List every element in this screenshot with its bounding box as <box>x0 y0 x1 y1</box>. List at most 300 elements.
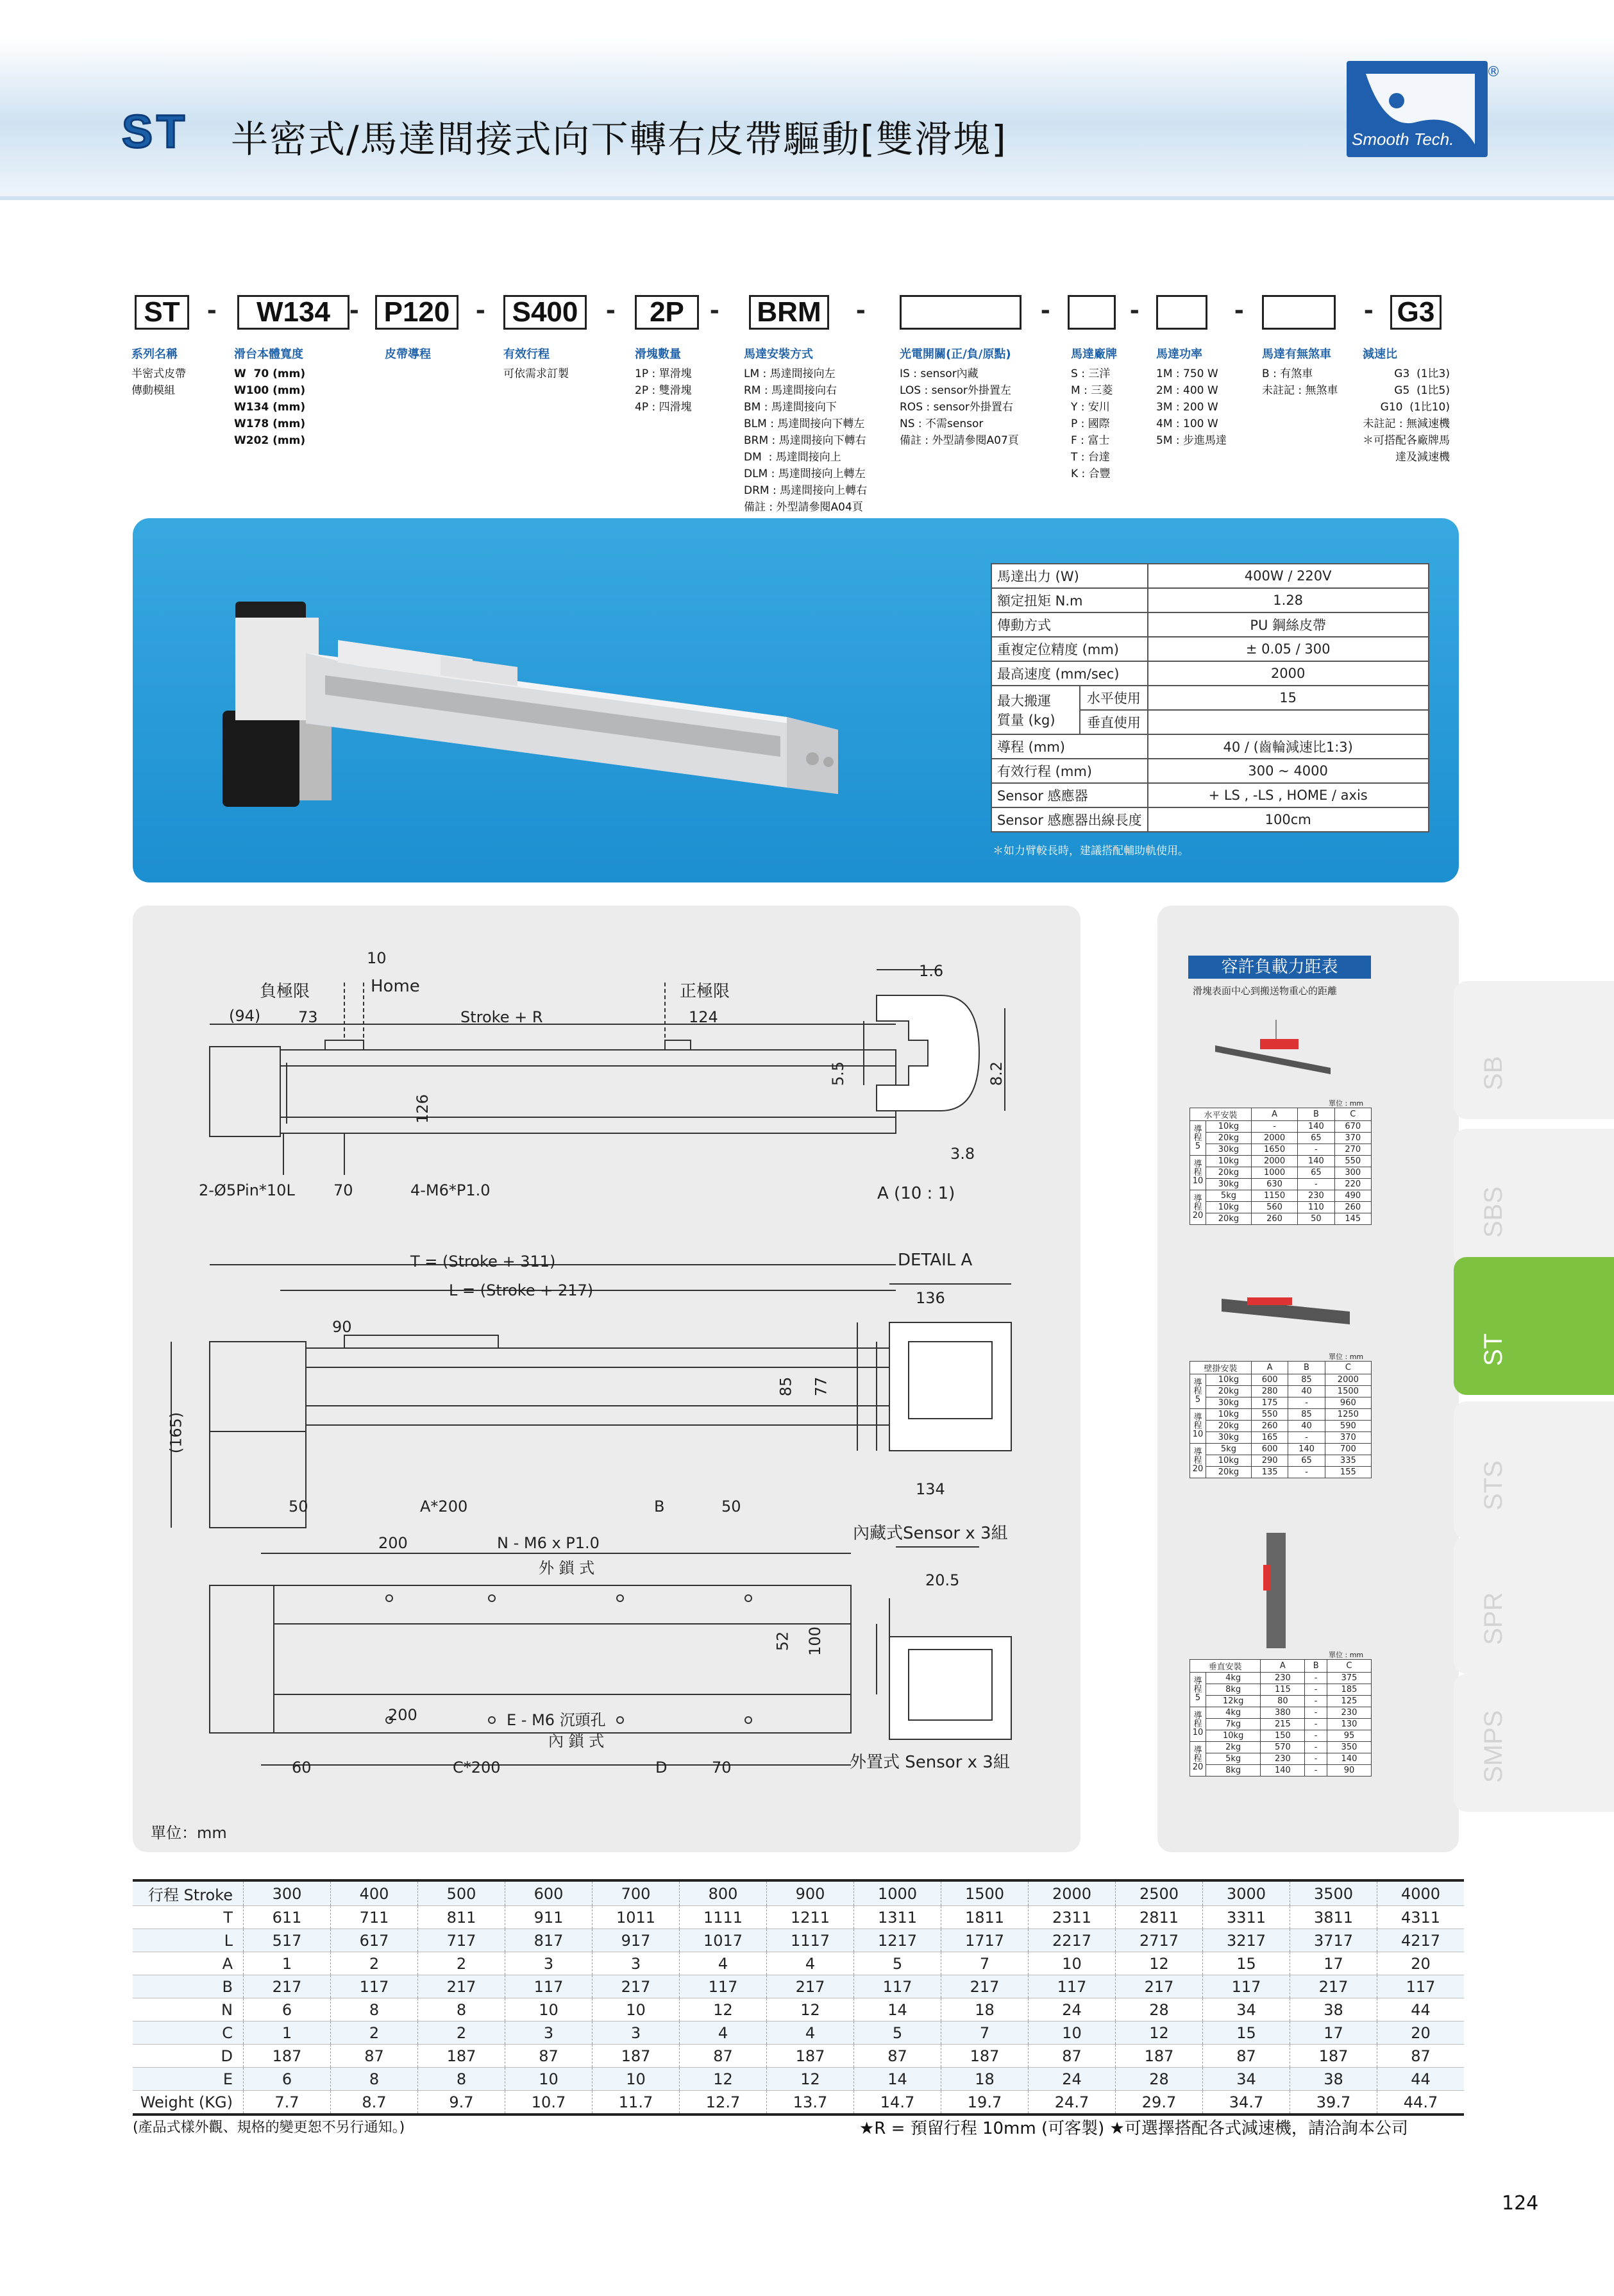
dim-a200: A*200 <box>420 1498 468 1515</box>
stroke-cell: 10 <box>593 1998 680 2022</box>
load-cell: 1150 <box>1251 1190 1297 1202</box>
model-code-column-head: 光電開關(正/負/原點) <box>900 348 1011 361</box>
model-code-dash: - <box>856 294 866 325</box>
stroke-cell: 3 <box>505 1952 593 1975</box>
spec-label: 有效行程 (mm) <box>991 759 1148 783</box>
stroke-cell: 700 <box>593 1880 680 1906</box>
stroke-cell: 217 <box>244 1975 331 1998</box>
load-lead: 導 程 5 <box>1190 1673 1206 1707</box>
stroke-cell: 600 <box>505 1880 593 1906</box>
stroke-cell: 3 <box>593 2022 680 2045</box>
spec-value: 40 / (齒輪減速比1:3) <box>1148 734 1429 759</box>
load-cell: - <box>1288 1467 1325 1478</box>
neg-limit-label: 負極限 <box>260 982 310 1001</box>
stroke-row <box>133 1975 1464 1998</box>
load-cell: 220 <box>1334 1179 1371 1190</box>
stroke-cell: 817 <box>505 1929 593 1952</box>
model-code-segment: ST <box>135 295 189 330</box>
load-cell: 375 <box>1327 1673 1371 1684</box>
model-code-segment <box>1156 295 1207 330</box>
dim-60: 60 <box>292 1759 312 1777</box>
stroke-table <box>133 1879 1464 2116</box>
load-cell: 260 <box>1251 1421 1288 1432</box>
side-tab-smps[interactable] <box>1454 1674 1614 1812</box>
load-table-title: 容許負載力距表 <box>1188 956 1371 979</box>
load-cell: 230 <box>1298 1190 1334 1202</box>
stroke-cell: 217 <box>593 1975 680 1998</box>
load-cell: - <box>1298 1179 1334 1190</box>
stroke-cell: 617 <box>331 1929 418 1952</box>
load-row <box>1190 1167 1372 1179</box>
stroke-cell: 1 <box>244 1952 331 1975</box>
load-lead: 導 程 20 <box>1190 1742 1206 1777</box>
load-table-horizontal <box>1189 1108 1372 1225</box>
spec-row <box>991 783 1429 807</box>
load-row <box>1190 1696 1372 1707</box>
stroke-cell: 1 <box>244 2022 331 2045</box>
load-cell: 12kg <box>1206 1696 1261 1707</box>
load-row <box>1190 1742 1372 1753</box>
load-row <box>1190 1397 1372 1409</box>
load-cell: 140 <box>1298 1121 1334 1133</box>
dim-126: 126 <box>413 1094 432 1124</box>
load-head: 水平安裝 <box>1190 1108 1252 1121</box>
load-cell: 570 <box>1261 1742 1305 1753</box>
spec-value: 400W / 220V <box>1148 564 1429 588</box>
spec-value: ± 0.05 / 300 <box>1148 637 1429 661</box>
spec-value: 1.28 <box>1148 588 1429 612</box>
load-cell: 10kg <box>1206 1730 1261 1742</box>
stroke-cell: 39.7 <box>1290 2091 1377 2115</box>
dim-c200: C*200 <box>453 1759 501 1777</box>
side-tab-spr[interactable] <box>1454 1536 1614 1674</box>
load-head-row <box>1190 1362 1372 1374</box>
stroke-cell: 28 <box>1116 2068 1203 2091</box>
spec-value <box>1148 710 1429 734</box>
spec-row <box>991 588 1429 612</box>
stroke-cell: 12 <box>767 2068 854 2091</box>
stroke-cell: 4 <box>680 2022 767 2045</box>
stroke-cell: 187 <box>418 2045 505 2068</box>
sensor-external-label: 外置式 Sensor x 3組 <box>850 1753 1010 1772</box>
spec-label: 馬達出力 (W) <box>991 564 1148 588</box>
stroke-cell: 1717 <box>941 1929 1029 1952</box>
load-lead: 導 程 20 <box>1190 1190 1206 1225</box>
spec-sublabel: 水平使用 <box>1080 686 1148 710</box>
stroke-cell: 10 <box>1029 2022 1116 2045</box>
side-tab-sb[interactable] <box>1454 981 1614 1119</box>
load-lead: 導 程 5 <box>1190 1121 1206 1156</box>
load-cell: 4kg <box>1206 1673 1261 1684</box>
stroke-cell: 517 <box>244 1929 331 1952</box>
stroke-cell: 1111 <box>680 1906 767 1929</box>
stroke-row-label: B <box>133 1975 244 1998</box>
stroke-cell: 1211 <box>767 1906 854 1929</box>
load-cell: 8kg <box>1206 1684 1261 1696</box>
load-lead: 導 程 10 <box>1190 1409 1206 1444</box>
stroke-cell: 20 <box>1377 1952 1465 1975</box>
model-code-dash: - <box>710 294 719 325</box>
stroke-cell: 4000 <box>1377 1880 1465 1906</box>
load-cell: 1650 <box>1251 1144 1297 1156</box>
e-m6-sub-label: 內 鎖 式 <box>548 1732 605 1750</box>
load-cell: 280 <box>1251 1386 1288 1397</box>
pin-label: 2-Ø5Pin*10L <box>199 1181 295 1199</box>
model-code-column-head: 馬達廠牌 <box>1071 348 1117 361</box>
load-cell: 380 <box>1261 1707 1305 1719</box>
header-divider <box>0 196 1614 200</box>
model-code-column-head: 滑台本體寬度 <box>234 348 303 361</box>
dim-20-5: 20.5 <box>925 1571 960 1589</box>
spec-value: 2000 <box>1148 661 1429 686</box>
stroke-row-label: T <box>133 1906 244 1929</box>
dim-5-5: 5.5 <box>829 1061 848 1086</box>
spec-label: 重複定位精度 (mm) <box>991 637 1148 661</box>
load-cell: - <box>1305 1753 1327 1765</box>
horizontal-mount-diagram <box>1202 1013 1369 1084</box>
spec-row <box>991 759 1429 783</box>
load-cell: 20kg <box>1206 1421 1252 1432</box>
stroke-cell: 38 <box>1290 2068 1377 2091</box>
stroke-cell: 187 <box>941 2045 1029 2068</box>
load-row <box>1190 1386 1372 1397</box>
load-cell: - <box>1305 1765 1327 1777</box>
model-code-dash: - <box>1234 294 1244 325</box>
stroke-cell: 17 <box>1290 1952 1377 1975</box>
drawing-panel <box>133 906 1080 1852</box>
model-code-dash: - <box>207 294 217 325</box>
load-cell: 90 <box>1327 1765 1371 1777</box>
stroke-cell: 9.7 <box>418 2091 505 2115</box>
load-row <box>1190 1673 1372 1684</box>
series-code: ST <box>122 106 189 158</box>
stroke-cell: 87 <box>331 2045 418 2068</box>
stroke-cell: 7 <box>941 1952 1029 1975</box>
load-unit-2: 單位 : mm <box>1329 1353 1364 1361</box>
load-cell: 215 <box>1261 1719 1305 1730</box>
model-code-column-body: 半密式皮帶 傳動模組 <box>131 367 186 397</box>
model-code-column-head: 馬達有無煞車 <box>1262 348 1331 361</box>
load-cell: - <box>1305 1696 1327 1707</box>
stroke-cell: 7.7 <box>244 2091 331 2115</box>
stroke-cell: 10 <box>1029 1952 1116 1975</box>
load-cell: 30kg <box>1206 1179 1252 1190</box>
wall-mount-diagram <box>1202 1279 1369 1350</box>
spec-note: ＊如力臂較長時，建議搭配輔助軌使用。 <box>993 845 1189 857</box>
stroke-cell: 2811 <box>1116 1906 1203 1929</box>
stroke-cell: 500 <box>418 1880 505 1906</box>
load-head: A <box>1251 1362 1288 1374</box>
stroke-row <box>133 2045 1464 2068</box>
stroke-cell: 400 <box>331 1880 418 1906</box>
stroke-cell: 217 <box>767 1975 854 1998</box>
side-tab-label: SB <box>1479 1056 1508 1090</box>
technical-drawing <box>133 906 1080 1852</box>
side-tab-label: SBS <box>1479 1186 1508 1238</box>
sensor-internal-label: 內藏式Sensor x 3組 <box>853 1524 1008 1543</box>
load-cell: 130 <box>1327 1719 1371 1730</box>
load-cell: 290 <box>1251 1455 1288 1467</box>
stroke-cell: 3 <box>505 2022 593 2045</box>
side-tab-sts[interactable] <box>1454 1401 1614 1539</box>
model-code-column-body: IS : sensor內藏 LOS : sensor外掛置左 ROS : sensor外掛置右 NS : 不需sensor 備註 : 外型請參閱A07頁 <box>900 367 1019 447</box>
stroke-cell: 1117 <box>767 1929 854 1952</box>
vertical-mount-diagram <box>1238 1526 1315 1655</box>
stroke-cell: 14.7 <box>854 2091 941 2115</box>
spec-label: 傳動方式 <box>991 612 1148 637</box>
stroke-cell: 1811 <box>941 1906 1029 1929</box>
load-table-vertical <box>1189 1659 1372 1777</box>
stroke-cell: 8.7 <box>331 2091 418 2115</box>
stroke-cell: 24 <box>1029 1998 1116 2022</box>
load-cell: - <box>1305 1707 1327 1719</box>
stroke-cell: 12 <box>1116 1952 1203 1975</box>
stroke-cell: 13.7 <box>767 2091 854 2115</box>
model-code-dash: - <box>476 294 485 325</box>
detail-a-label: DETAIL A <box>898 1251 973 1270</box>
load-cell: 590 <box>1325 1421 1371 1432</box>
load-head: C <box>1334 1108 1371 1121</box>
load-cell: 30kg <box>1206 1144 1252 1156</box>
model-code-column-head: 滑塊數量 <box>635 348 681 361</box>
stroke-cell: 217 <box>941 1975 1029 1998</box>
stroke-cell: 18 <box>941 1998 1029 2022</box>
stroke-cell: 2217 <box>1029 1929 1116 1952</box>
load-cell: - <box>1288 1397 1325 1409</box>
stroke-cell: 34.7 <box>1203 2091 1290 2115</box>
stroke-cell: 917 <box>593 1929 680 1952</box>
stroke-cell: 38 <box>1290 1998 1377 2022</box>
stroke-cell: 44 <box>1377 1998 1465 2022</box>
load-cell: 125 <box>1327 1696 1371 1707</box>
stroke-row-label: 行程 Stroke <box>133 1880 244 1906</box>
load-cell: 700 <box>1325 1444 1371 1455</box>
stroke-cell: 900 <box>767 1880 854 1906</box>
stroke-cell: 8 <box>418 2068 505 2091</box>
load-cell: 300 <box>1334 1167 1371 1179</box>
side-tab-st[interactable] <box>1454 1257 1614 1395</box>
load-row <box>1190 1156 1372 1167</box>
stroke-cell: 3811 <box>1290 1906 1377 1929</box>
stroke-cell: 34 <box>1203 1998 1290 2022</box>
stroke-row-label: D <box>133 2045 244 2068</box>
model-code-segment: P120 <box>375 295 458 330</box>
load-cell: 10kg <box>1206 1409 1252 1421</box>
load-cell: 230 <box>1261 1673 1305 1684</box>
model-code-dash: - <box>606 294 616 325</box>
page-number: 124 <box>1502 2192 1539 2215</box>
stroke-cell: 12 <box>680 1998 767 2022</box>
spec-label: Sensor 感應器 <box>991 783 1148 807</box>
load-cell: 140 <box>1261 1765 1305 1777</box>
dim-200a: 200 <box>378 1534 408 1552</box>
stroke-cell: 2 <box>418 1952 505 1975</box>
load-cell: 20kg <box>1206 1167 1252 1179</box>
stroke-cell: 14 <box>854 1998 941 2022</box>
stroke-row <box>133 1998 1464 2022</box>
load-head: B <box>1305 1660 1327 1673</box>
stroke-cell: 187 <box>767 2045 854 2068</box>
load-cell: 140 <box>1327 1753 1371 1765</box>
stroke-row-label: N <box>133 1998 244 2022</box>
dim-85: 85 <box>777 1376 795 1397</box>
model-code-column-body: G3 (1比3) G5 (1比5) G10 (1比10) 未註記 : 無減速機 ＊可搭配各廠牌馬 達及減速機 <box>1363 367 1450 464</box>
model-code-segment <box>1068 295 1116 330</box>
load-cell: 5kg <box>1206 1190 1252 1202</box>
model-code-column-head: 馬達功率 <box>1156 348 1202 361</box>
dim-50b: 50 <box>721 1498 741 1515</box>
dim-100: 100 <box>805 1626 824 1656</box>
load-cell: 5kg <box>1206 1753 1261 1765</box>
dim-90: 90 <box>332 1318 352 1336</box>
load-cell: - <box>1305 1719 1327 1730</box>
load-cell: - <box>1251 1121 1297 1133</box>
dim-stroke-r: Stroke + R <box>460 1008 543 1026</box>
stroke-cell: 12 <box>767 1998 854 2022</box>
side-tab-sbs[interactable] <box>1454 1129 1614 1267</box>
spec-value: 300 ~ 4000 <box>1148 759 1429 783</box>
stroke-cell: 1217 <box>854 1929 941 1952</box>
stroke-cell: 4 <box>680 1952 767 1975</box>
load-cell: 20kg <box>1206 1133 1252 1144</box>
spec-row <box>991 637 1429 661</box>
load-row <box>1190 1144 1372 1156</box>
stroke-cell: 20 <box>1377 2022 1465 2045</box>
stroke-cell: 10 <box>505 1998 593 2022</box>
stroke-row <box>133 1880 1464 1906</box>
stroke-cell: 217 <box>1290 1975 1377 1998</box>
load-cell: 1250 <box>1325 1409 1371 1421</box>
model-code-column-body: 1M : 750 W 2M : 400 W 3M : 200 W 4M : 100 W 5M : 步進馬達 <box>1156 367 1227 447</box>
model-code-column-body: S : 三洋 M : 三菱 Y : 安川 P : 國際 F : 富士 T : 台達 K : 合豐 <box>1071 367 1113 480</box>
load-row <box>1190 1179 1372 1190</box>
load-cell: 1000 <box>1251 1167 1297 1179</box>
stroke-cell: 4217 <box>1377 1929 1465 1952</box>
load-row <box>1190 1455 1372 1467</box>
stroke-cell: 4 <box>767 1952 854 1975</box>
stroke-cell: 19.7 <box>941 2091 1029 2115</box>
stroke-row <box>133 1952 1464 1975</box>
stroke-cell: 187 <box>1290 2045 1377 2068</box>
load-row <box>1190 1707 1372 1719</box>
stroke-cell: 3 <box>593 1952 680 1975</box>
model-code-dash: - <box>1041 294 1050 325</box>
load-head: 壁掛安裝 <box>1190 1362 1252 1374</box>
load-cell: 185 <box>1327 1684 1371 1696</box>
load-cell: 175 <box>1251 1397 1288 1409</box>
stroke-row <box>133 2091 1464 2115</box>
side-tab-label: SPR <box>1479 1592 1508 1645</box>
stroke-cell: 5 <box>854 2022 941 2045</box>
load-cell: 30kg <box>1206 1432 1252 1444</box>
load-cell: 30kg <box>1206 1397 1252 1409</box>
load-head-row <box>1190 1108 1372 1121</box>
n-m6-label: N - M6 x P1.0 <box>497 1534 600 1552</box>
model-code-segment <box>1262 295 1336 330</box>
stroke-cell: 4 <box>767 2022 854 2045</box>
load-row <box>1190 1374 1372 1386</box>
home-label: Home <box>371 977 420 996</box>
spec-value: 15 <box>1148 686 1429 710</box>
e-m6-label: E - M6 沉頭孔 <box>507 1711 606 1729</box>
load-head: B <box>1288 1362 1325 1374</box>
load-cell: 20kg <box>1206 1467 1252 1478</box>
load-cell: 260 <box>1251 1213 1297 1225</box>
load-head: A <box>1251 1108 1297 1121</box>
dim-l: L = (Stroke + 217) <box>449 1281 594 1299</box>
load-cell: 2000 <box>1251 1156 1297 1167</box>
load-table-wall <box>1189 1361 1372 1478</box>
load-row <box>1190 1121 1372 1133</box>
load-row <box>1190 1719 1372 1730</box>
dim-b: B <box>654 1498 665 1515</box>
stroke-cell: 4311 <box>1377 1906 1465 1929</box>
stroke-cell: 10 <box>593 2068 680 2091</box>
load-cell: 8kg <box>1206 1765 1261 1777</box>
stroke-cell: 3000 <box>1203 1880 1290 1906</box>
stroke-cell: 1017 <box>680 1929 767 1952</box>
load-row <box>1190 1444 1372 1455</box>
stroke-cell: 3500 <box>1290 1880 1377 1906</box>
load-cell: - <box>1305 1673 1327 1684</box>
load-cell: 50 <box>1298 1213 1334 1225</box>
load-cell: 10kg <box>1206 1374 1252 1386</box>
stroke-cell: 1000 <box>854 1880 941 1906</box>
product-image <box>133 518 966 882</box>
model-code-column-body: 可依需求訂製 <box>503 367 569 380</box>
load-cell: 85 <box>1288 1409 1325 1421</box>
stroke-row-label: C <box>133 2022 244 2045</box>
dim-70: 70 <box>333 1181 353 1199</box>
side-tab-label: ST <box>1479 1333 1508 1366</box>
stroke-cell: 14 <box>854 2068 941 2091</box>
load-cell: 350 <box>1327 1742 1371 1753</box>
registered-mark: ® <box>1486 64 1501 80</box>
model-code-column-body: W 70 (mm) W100 (mm) W134 (mm) W178 (mm) W202 (mm) <box>234 367 306 447</box>
spec-row <box>991 612 1429 637</box>
spec-row <box>991 807 1429 832</box>
model-code-segment: G3 <box>1390 295 1442 330</box>
stroke-cell: 87 <box>680 2045 767 2068</box>
model-code-segment: S400 <box>503 295 587 330</box>
stroke-cell: 10.7 <box>505 2091 593 2115</box>
unit-label: 單位：mm <box>151 1824 227 1842</box>
load-row <box>1190 1421 1372 1432</box>
stroke-cell: 17 <box>1290 2022 1377 2045</box>
dim-50a: 50 <box>289 1498 308 1515</box>
load-head: B <box>1298 1108 1334 1121</box>
load-cell: 65 <box>1298 1133 1334 1144</box>
load-head-row <box>1190 1660 1372 1673</box>
m6-label: 4-M6*P1.0 <box>410 1181 491 1199</box>
stroke-cell: 3717 <box>1290 1929 1377 1952</box>
stroke-cell: 12.7 <box>680 2091 767 2115</box>
stroke-cell: 24.7 <box>1029 2091 1116 2115</box>
stroke-cell: 117 <box>680 1975 767 1998</box>
load-cell: - <box>1288 1432 1325 1444</box>
model-code-column-head: 皮帶導程 <box>385 348 431 361</box>
load-cell: 40 <box>1288 1421 1325 1432</box>
load-head: A <box>1261 1660 1305 1673</box>
stroke-cell: 187 <box>1116 2045 1203 2068</box>
dim-134: 134 <box>916 1480 945 1498</box>
stroke-cell: 12 <box>1116 2022 1203 2045</box>
load-cell: 80 <box>1261 1696 1305 1707</box>
load-cell: 550 <box>1334 1156 1371 1167</box>
load-cell: 2kg <box>1206 1742 1261 1753</box>
model-code-column-head: 馬達安裝方式 <box>744 348 813 361</box>
load-row <box>1190 1133 1372 1144</box>
